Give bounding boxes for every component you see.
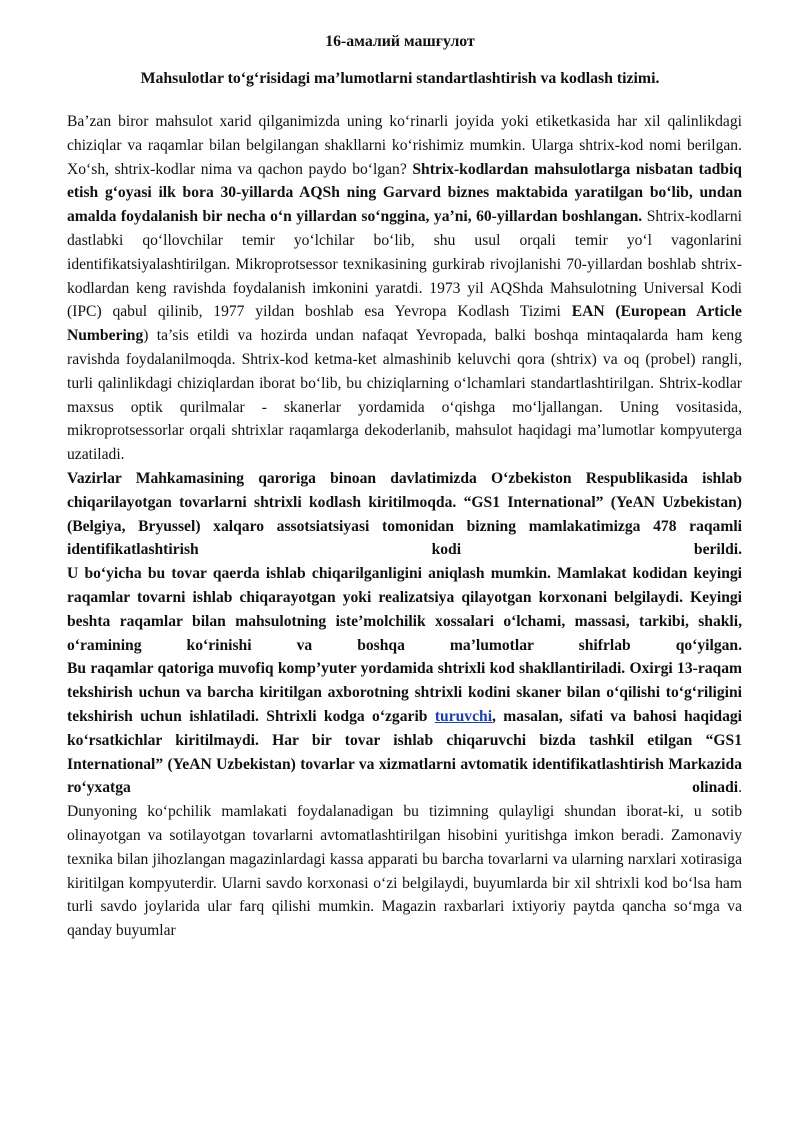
barcode-digits-text-2: , masalan, sifati va bahosi haqidagi ko‘rsatkichlar kiritilmaydi. Har bir tovar ishlab chiqaruvchi bizda tashkil etilgan “GS1 International” (YeAN Uzbekistan) tovarlar va xizmatlarni avtomatik identifikatlashtirish Markazida ro‘yxatga olinadi [67, 707, 743, 797]
country-code-text: U bo‘yicha bu tovar qaerda ishlab chiqarilganligini aniqlash mumkin. Mamlakat kodidan keyingi raqamlar tovarni ishlab chiqarayotgan yoki realizatsiya qilayotgan korxonani belgilaydi. Keyingi beshta raqamlar bilan mahsulotning iste’molchilik xossalari o‘lchami, massasi, tarkibi, shakli, o‘ramining ko‘rinishi va boshqa ma’lumotlar shifrlab qo‘yilgan. [67, 565, 742, 654]
benefits-text: Dunyoning ko‘pchilik mamlakati foydalanadigan bu tizimning qulayligi shundan iborat-ki, u sotib olinayotgan va sotilayotgan tovarlarni avtomatlashtirilgan hisobini yuritishga imkon beradi. Zamonaviy texnika bilan jihozlangan magazinlardagi kassa apparati bu barcha tovarlarni va ularning narxlari xotirasiga kiritilgan kompyuterdir. Ularni savdo korxonasi o‘zi belgilaydi, buyumlarda bir xil shtrixli kod bo‘lsa ham turli savdo joylarida ular farq qilishi mumkin. Magazin raxbarlari ixtiyoriy paytda qancha so‘mga va qanday buyumlar [67, 803, 742, 940]
paragraph-country-code [67, 562, 742, 657]
intro-text-2: Shtrix-kodlarni dastlabki qo‘llovchilar temir yo‘lchilar bo‘lib, shu usul orqali temir yo‘l vagonlarini identifikatsiyalashtirilgan. Mikroprotsessor texnikasining gurkirab rivojlanishi 70-yillardan boshlab shtrix-kodlardan keng ravishda foydalanish imkonini yaratdi. 1973 yil AQShda Mahsulotning Universal Kodi (IPC) qabul qilinib, 1977 yildan boshlab esa Yevropa Kodlash Tizimi [67, 208, 742, 321]
barcode-digits-text-1: Bu raqamlar qatoriga muvofiq komp’yuter yordamida shtrixli kod shakllantiriladi. Oxirgi 13-raqam tekshirish uchun va barcha kiritilgan axborotning shtrixli kodini skaner bilan o‘qilishi to‘g‘riligini tekshirish uchun ishlatiladi. Shtrixli kodga o‘zgarib [67, 660, 742, 725]
page-title: 16-амалий машғулот [325, 33, 475, 50]
paragraph-decree [67, 467, 742, 562]
document-body [67, 110, 742, 943]
paragraph-barcode-digits [67, 657, 742, 800]
paragraph-benefits [67, 800, 742, 943]
intro-text-3: ) ta’sis etildi va hozirda undan nafaqat Yevropada, balki boshqa mintaqalarda ham keng ravishda foydalanilmoqda. Shtrix-kod ketma-ket almashinib keluvchi qora (shtrix) va oq (probel) rangli, turli qalinlikdagi chiziqlardan iborat bo‘lib, bu chiziqlarning o‘lchamlari standartlashtirilgan. Shtrix-kodlar maxsus optik qurilmalar - skanerlar yordamida o‘qishga mo‘ljallangan. Uning vositasida, mikroprotsessorlar orqali shtrixlar raqamlarga dekoderlanib, mahsulot haqidagi ma’lumotlar kompyuterga uzatiladi. [67, 327, 742, 464]
barcode-digits-end: . [738, 779, 742, 797]
intro-bold-ean: EAN (European Article Numbering [67, 303, 742, 345]
page-subtitle: Mahsulotlar to‘g‘risidagi ma’lumotlarni standartlashtirish va kodlash tizimi. [140, 70, 660, 87]
intro-bold-history: Shtrix-kodlardan mahsulotlarga nisbatan tadbiq etish g‘oyasi ilk bora 30-yillarda AQSh ning Garvard biznes maktabida yaratilgan bo‘lib, undan amalda foydalanish bir necha o‘n yillardan so‘nggina, ya’ni, 60-yillardan boshlangan. [67, 160, 742, 226]
intro-text-1: Ba’zan biror mahsulot xarid qilganimizda uning ko‘rinarli joyida yoki etiketkasida har xil qalinlikdagi chiziqlar va raqamlar bilan belgilangan shakllarni ko‘rishimiz mumkin. Ularga shtrix-kod nomi berilgan. Xo‘sh, shtrix-kodlar nima va qachon paydo bo‘lgan? [67, 113, 742, 178]
paragraph-intro [67, 110, 742, 467]
decree-text: Vazirlar Mahkamasining qaroriga binoan davlatimizda O‘zbekiston Respublikasida ishlab chiqarilayotgan tovarlarni shtrixli kodlash kiritilmoqda. “GS1 International” (YeAN Uzbekistan) (Belgiya, Bryussel) xalqaro assotsiatsiyasi tomonidan bizning mamlakatimizga 478 raqamli identifikatlashtirish kodi berildi. [67, 469, 742, 559]
turuvchi-link[interactable]: turuvchi [434, 707, 493, 725]
